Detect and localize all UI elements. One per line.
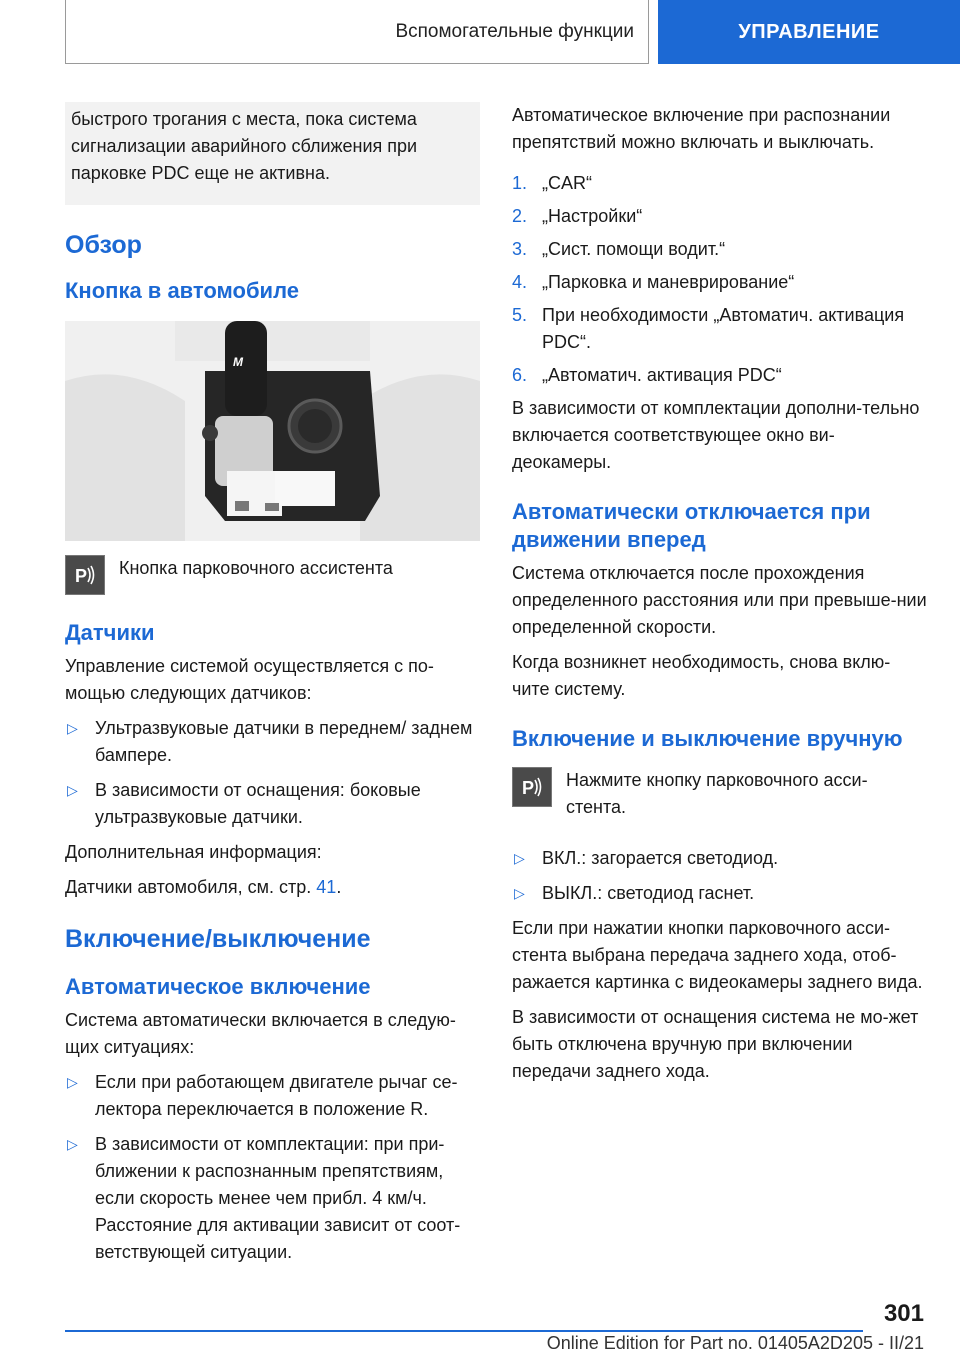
svg-text:P: P: [522, 778, 535, 798]
list-item: 5. При необходимости „Автоматич. активация PDC“.: [512, 305, 905, 352]
heading-button: Кнопка в автомобиле: [65, 278, 299, 303]
list-item: 6. „Автоматич. активация PDC“: [512, 365, 782, 385]
manual-caption: Нажмите кнопку парковочного асси-стента.: [566, 770, 868, 817]
sensors-list: [65, 715, 480, 831]
header-chapter-title: УПРАВЛЕНИЕ: [738, 20, 880, 43]
triangle-bullet-icon: ▷: [67, 782, 78, 798]
reverse-note: Если при нажатии кнопки парковочного асси-стента выбрана передача заднего хода, отоб-ражается картинка с видеокамеры заднего вида.: [512, 918, 923, 992]
sensors-reference: Датчики автомобиля, см. стр. 41.: [65, 877, 342, 897]
note-text: быстрого трогания с места, пока система сигнализации аварийного сближения при парковке PDC еще не активна.: [71, 109, 418, 183]
more-info-label: Дополнительная информация:: [65, 842, 322, 862]
left-column: [65, 102, 480, 1274]
header-chapter[interactable]: [658, 0, 960, 64]
auto-on-obstacles: Автоматическое включение при распознании препятствий можно включать и выключать.: [512, 105, 891, 152]
heading-overview: Обзор: [65, 231, 142, 259]
right-column: [512, 102, 927, 1093]
header-section-title: Вспомогательные функции: [395, 20, 634, 42]
triangle-bullet-icon: ▷: [67, 1136, 78, 1152]
note-box: [65, 102, 480, 205]
list-item: 2. „Настройки“: [512, 206, 643, 226]
page-number: 301: [883, 1300, 924, 1327]
heading-manual: Включение и выключение вручную: [512, 726, 903, 751]
button-caption-row: [65, 555, 480, 595]
list-item: 4. „Парковка и маневрирование“: [512, 272, 795, 292]
auto-on-intro: Система автоматически включается в следую-щих ситуациях:: [65, 1010, 456, 1057]
heading-auto-off: Автоматически отключается при движении вперед: [512, 499, 871, 552]
triangle-bullet-icon: ▷: [67, 720, 78, 736]
list-item: ▷ ВКЛ.: загорается светодиод.: [512, 845, 927, 872]
console-photo: [65, 321, 480, 541]
heading-sensors: Датчики: [65, 620, 155, 645]
auto-on-list: [65, 1069, 480, 1266]
list-item: ▷ ВЫКЛ.: светодиод гаснет.: [512, 880, 927, 907]
button-caption: Кнопка парковочного ассистента: [119, 558, 393, 578]
svg-text:M: M: [233, 355, 243, 369]
page-link[interactable]: 41: [316, 877, 337, 897]
settings-steps: [512, 170, 927, 389]
list-item: 3. „Сист. помощи водит.“: [512, 239, 726, 259]
parking-assistant-icon: [512, 767, 552, 807]
manual-caption-row: [512, 767, 927, 821]
list-item: ▷ В зависимости от оснащения: боковые ультразвуковые датчики.: [65, 777, 480, 831]
header-section: [65, 0, 649, 64]
footer-divider: [65, 1330, 863, 1332]
svg-text:P: P: [75, 566, 88, 586]
list-item: ▷ Ультразвуковые датчики в переднем/ заднем бампере.: [65, 715, 480, 769]
manual-list: [512, 845, 927, 907]
parking-assistant-icon: [65, 555, 105, 595]
footer-edition: Online Edition for Part no. 01405A2D205 - II/21: [546, 1333, 924, 1353]
list-item: ▷ В зависимости от комплектации: при при-ближении к распознанным препятствиям, если скорость менее чем прибл. 4 км/ч. Расстояние для активации зависит от соот-ветствующей ситуации.: [65, 1131, 480, 1266]
auto-off-text: Система отключается после прохождения определенного расстояния или при превыше-нии определенной скорости.: [512, 563, 927, 637]
auto-off-again: Когда возникнет необходимость, снова вклю-чите систему.: [512, 652, 891, 699]
heading-auto-on: Автоматическое включение: [65, 974, 371, 999]
triangle-bullet-icon: ▷: [67, 1074, 78, 1090]
list-item: 1. „CAR“: [512, 173, 592, 193]
camera-note: В зависимости от комплектации дополни-тельно включается соответствующее окно ви-деокамеры.: [512, 398, 920, 472]
triangle-bullet-icon: ▷: [514, 850, 525, 866]
list-item: ▷ Если при работающем двигателе рычаг се-лектора переключается в положение R.: [65, 1069, 480, 1123]
sensors-intro: Управление системой осуществляется с по-мощью следующих датчиков:: [65, 656, 434, 703]
console-illustration: [65, 321, 480, 541]
equipment-note: В зависимости от оснащения система не мо-жет быть отключена вручную при включении передачи заднего хода.: [512, 1007, 919, 1081]
heading-on-off: Включение/выключение: [65, 925, 371, 953]
triangle-bullet-icon: ▷: [514, 885, 525, 901]
